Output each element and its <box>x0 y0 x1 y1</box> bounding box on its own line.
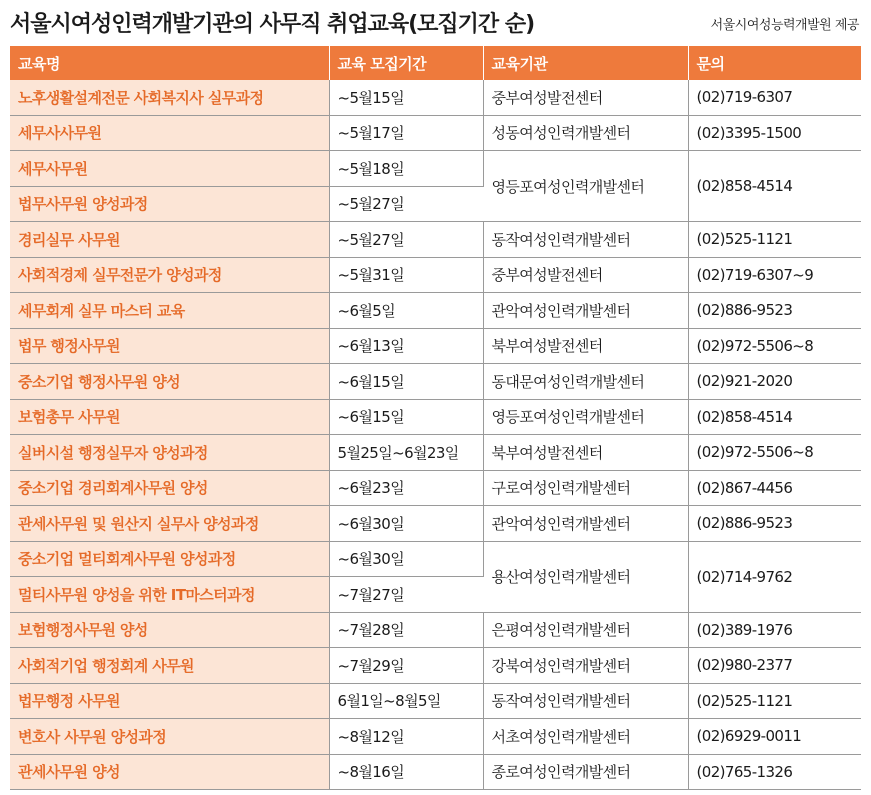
table-row <box>10 364 861 400</box>
enrollment-period: 5월25일~6월23일 <box>329 435 483 471</box>
table-row <box>10 506 861 542</box>
enrollment-period: ~5월18일 <box>329 151 483 187</box>
enrollment-period: ~5월15일 <box>329 80 483 115</box>
contact-phone: (02)980-2377 <box>688 648 861 684</box>
institution: 동작여성인력개발센터 <box>483 222 688 258</box>
contact-phone: (02)972-5506~8 <box>688 328 861 364</box>
enrollment-period: ~8월16일 <box>329 754 483 790</box>
table-row <box>10 683 861 719</box>
institution: 종로여성인력개발센터 <box>483 754 688 790</box>
column-header-name: 교육명 <box>10 46 329 80</box>
course-name: 보험총무 사무원 <box>10 399 329 435</box>
table-row <box>10 222 861 258</box>
table-row <box>10 754 861 790</box>
contact-phone: (02)3395-1500 <box>688 115 861 151</box>
contact-phone: (02)972-5506~8 <box>688 435 861 471</box>
enrollment-period: ~6월30일 <box>329 506 483 542</box>
institution: 중부여성발전센터 <box>483 257 688 293</box>
contact-phone: (02)525-1121 <box>688 222 861 258</box>
enrollment-period: ~6월5일 <box>329 293 483 329</box>
contact-phone: (02)867-4456 <box>688 470 861 506</box>
table-header-row <box>10 46 861 80</box>
contact-phone: (02)525-1121 <box>688 683 861 719</box>
table-row <box>10 470 861 506</box>
institution: 강북여성인력개발센터 <box>483 648 688 684</box>
contact-phone: (02)714-9762 <box>688 541 861 612</box>
course-name: 멀티사무원 양성을 위한 IT마스터과정 <box>10 577 329 613</box>
enrollment-period: ~6월15일 <box>329 399 483 435</box>
page-title: 서울시여성인력개발기관의 사무직 취업교육(모집기간 순) <box>10 12 535 37</box>
course-name: 법무행정 사무원 <box>10 683 329 719</box>
contact-phone: (02)858-4514 <box>688 151 861 222</box>
institution: 구로여성인력개발센터 <box>483 470 688 506</box>
institution: 북부여성발전센터 <box>483 328 688 364</box>
course-name: 관세사무원 및 원산지 실무사 양성과정 <box>10 506 329 542</box>
contact-phone: (02)886-9523 <box>688 506 861 542</box>
contact-phone: (02)886-9523 <box>688 293 861 329</box>
enrollment-period: ~7월27일 <box>329 577 483 613</box>
contact-phone: (02)6929-0011 <box>688 719 861 755</box>
source-credit: 서울시여성능력개발원 제공 <box>710 18 859 33</box>
table-row <box>10 115 861 151</box>
enrollment-period: ~5월27일 <box>329 186 483 222</box>
contact-phone: (02)389-1976 <box>688 612 861 648</box>
table-row <box>10 293 861 329</box>
course-name: 세무사사무원 <box>10 115 329 151</box>
table-row <box>10 151 861 187</box>
table-row <box>10 612 861 648</box>
course-name: 법무사무원 양성과정 <box>10 186 329 222</box>
course-name: 변호사 사무원 양성과정 <box>10 719 329 755</box>
institution: 동대문여성인력개발센터 <box>483 364 688 400</box>
enrollment-period: ~5월31일 <box>329 257 483 293</box>
course-name: 사회적기업 행정회계 사무원 <box>10 648 329 684</box>
enrollment-period: ~8월12일 <box>329 719 483 755</box>
institution: 은평여성인력개발센터 <box>483 612 688 648</box>
course-name: 사회적경제 실무전문가 양성과정 <box>10 257 329 293</box>
institution: 영등포여성인력개발센터 <box>483 151 688 222</box>
header <box>0 0 871 46</box>
enrollment-period: ~5월17일 <box>329 115 483 151</box>
table-row <box>10 719 861 755</box>
contact-phone: (02)765-1326 <box>688 754 861 790</box>
table-row <box>10 80 861 115</box>
course-name: 경리실무 사무원 <box>10 222 329 258</box>
institution: 서초여성인력개발센터 <box>483 719 688 755</box>
institution: 동작여성인력개발센터 <box>483 683 688 719</box>
enrollment-period: ~6월23일 <box>329 470 483 506</box>
institution: 영등포여성인력개발센터 <box>483 399 688 435</box>
institution: 관악여성인력개발센터 <box>483 293 688 329</box>
course-name: 중소기업 멀티회계사무원 양성과정 <box>10 541 329 577</box>
column-header-period: 교육 모집기간 <box>329 46 483 80</box>
course-name: 법무 행정사무원 <box>10 328 329 364</box>
course-name: 보험행정사무원 양성 <box>10 612 329 648</box>
course-name: 중소기업 행정사무원 양성 <box>10 364 329 400</box>
training-table <box>10 46 861 790</box>
course-name: 중소기업 경리회계사무원 양성 <box>10 470 329 506</box>
course-name: 관세사무원 양성 <box>10 754 329 790</box>
enrollment-period: ~5월27일 <box>329 222 483 258</box>
table-row <box>10 328 861 364</box>
course-name: 세무사무원 <box>10 151 329 187</box>
table-row <box>10 257 861 293</box>
contact-phone: (02)719-6307 <box>688 80 861 115</box>
table-row <box>10 399 861 435</box>
enrollment-period: ~7월29일 <box>329 648 483 684</box>
column-header-phone: 문의 <box>688 46 861 80</box>
contact-phone: (02)921-2020 <box>688 364 861 400</box>
table-row <box>10 435 861 471</box>
enrollment-period: ~6월30일 <box>329 541 483 577</box>
institution: 관악여성인력개발센터 <box>483 506 688 542</box>
institution: 북부여성발전센터 <box>483 435 688 471</box>
enrollment-period: 6월1일~8월5일 <box>329 683 483 719</box>
contact-phone: (02)858-4514 <box>688 399 861 435</box>
table-row <box>10 541 861 577</box>
enrollment-period: ~6월15일 <box>329 364 483 400</box>
institution: 용산여성인력개발센터 <box>483 541 688 612</box>
column-header-org: 교육기관 <box>483 46 688 80</box>
course-name: 세무회계 실무 마스터 교육 <box>10 293 329 329</box>
course-name: 실버시설 행정실무자 양성과정 <box>10 435 329 471</box>
course-name: 노후생활설계전문 사회복지사 실무과정 <box>10 80 329 115</box>
enrollment-period: ~6월13일 <box>329 328 483 364</box>
institution: 중부여성발전센터 <box>483 80 688 115</box>
contact-phone: (02)719-6307~9 <box>688 257 861 293</box>
table-row <box>10 648 861 684</box>
enrollment-period: ~7월28일 <box>329 612 483 648</box>
institution: 성동여성인력개발센터 <box>483 115 688 151</box>
